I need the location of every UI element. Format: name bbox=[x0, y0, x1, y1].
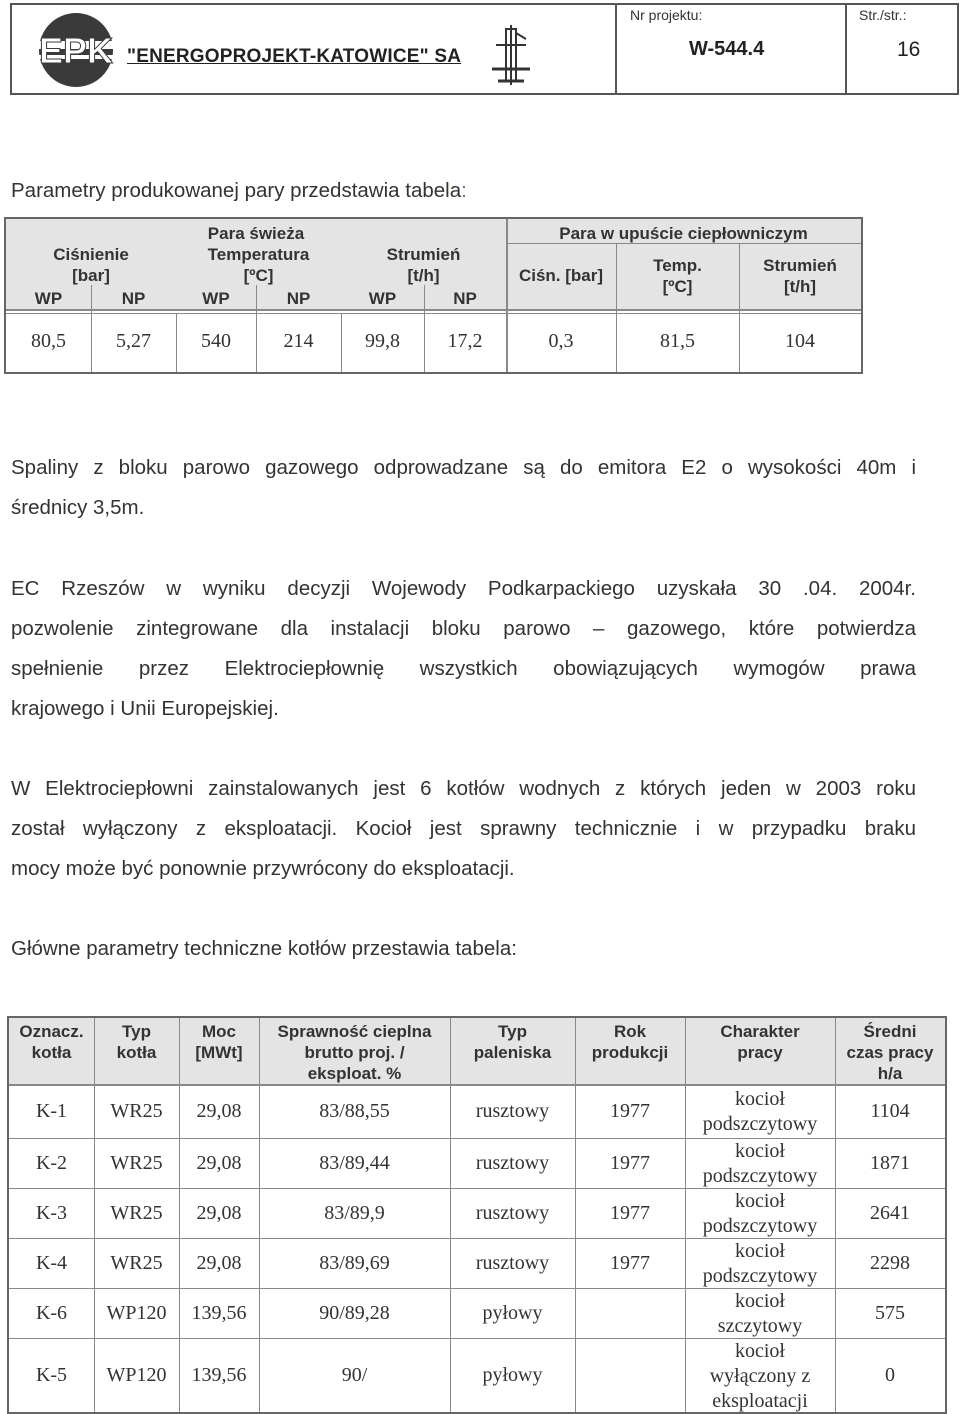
extraction-steam-group-header: Para w upuście ciepłowniczym bbox=[559, 224, 808, 243]
header-power bbox=[179, 1021, 259, 1063]
header-year-line: Rok bbox=[613, 1022, 647, 1041]
cell-eff: 83/88,55 bbox=[319, 1100, 390, 1122]
exhaust-line-1: Spaliny z bloku parowo gazowego odprowadzane są do emitora E2 o wysokości 40m i bbox=[11, 456, 916, 479]
header-efficiency bbox=[259, 1021, 450, 1084]
cell-id: K-3 bbox=[35, 1202, 68, 1224]
cell-power: 29,08 bbox=[196, 1100, 242, 1122]
header-furnace-line: Typ bbox=[498, 1022, 527, 1041]
fresh-steam-group-header: Para świeża bbox=[207, 224, 305, 243]
cell-power: 29,08 bbox=[196, 1152, 242, 1174]
cell-type: WR25 bbox=[110, 1152, 163, 1174]
cell-mode bbox=[685, 1339, 835, 1414]
cell-id: K-5 bbox=[35, 1364, 68, 1386]
exhaust-line-2: średnicy 3,5m. bbox=[11, 496, 145, 519]
cell-mode-line: eksploatacji bbox=[712, 1389, 808, 1412]
cell-id: K-4 bbox=[35, 1252, 68, 1274]
tower-icon bbox=[490, 25, 532, 85]
boilers-line-3: mocy może być ponownie przywrócony do eksploatacji. bbox=[11, 857, 515, 880]
value-temp-wp: 540 bbox=[201, 330, 231, 352]
header-efficiency-line: eksploat. % bbox=[307, 1064, 402, 1083]
header-hours-line: czas pracy bbox=[846, 1043, 934, 1062]
cell-hours: 1871 bbox=[870, 1152, 910, 1174]
header-boiler-id-line: kotła bbox=[31, 1043, 72, 1062]
header-efficiency-line: Sprawność cieplna bbox=[277, 1022, 432, 1041]
temperature-header-name: Temperatura bbox=[207, 245, 310, 264]
pressure-header-unit: [bar] bbox=[72, 266, 110, 285]
boilers-line-2: został wyłączony z eksploatacji. Kocioł jest sprawny technicznie i w przypadku braku bbox=[11, 817, 916, 840]
steam-parameters-table bbox=[4, 217, 863, 374]
cell-year: 1977 bbox=[610, 1252, 650, 1274]
header-power-line: Moc bbox=[202, 1022, 236, 1041]
boiler-table-intro: Główne parametry techniczne kotłów przestawia tabela: bbox=[11, 937, 517, 960]
permit-line-2: pozwolenie zintegrowane dla instalacji bloku parowo – gazowego, które potwierdza bbox=[11, 617, 916, 640]
flow-header-unit: [t/h] bbox=[407, 266, 440, 285]
cell-mode-line: szczytowy bbox=[717, 1315, 803, 1337]
cell-power: 29,08 bbox=[196, 1202, 242, 1224]
header-mode-line: pracy bbox=[737, 1043, 783, 1062]
cell-hours: 2298 bbox=[870, 1252, 910, 1274]
project-number-box bbox=[615, 5, 847, 93]
header-efficiency-line: brutto proj. / bbox=[304, 1043, 405, 1062]
pressure-header bbox=[6, 244, 176, 286]
cell-year: 1977 bbox=[610, 1202, 650, 1224]
cell-type: WP120 bbox=[106, 1302, 167, 1324]
header-boiler-id bbox=[9, 1021, 94, 1063]
sub-header-np: NP bbox=[286, 289, 311, 308]
value-ext-temp: 81,5 bbox=[660, 330, 695, 352]
sub-header-np: NP bbox=[121, 289, 146, 308]
cell-mode bbox=[685, 1239, 835, 1289]
cell-hours: 0 bbox=[885, 1364, 895, 1386]
cell-mode bbox=[685, 1087, 835, 1137]
header-furnace-line: paleniska bbox=[473, 1043, 552, 1062]
header-year bbox=[575, 1021, 685, 1063]
header-year-line: produkcji bbox=[591, 1043, 669, 1062]
cell-mode bbox=[685, 1289, 835, 1339]
cell-power: 139,56 bbox=[191, 1302, 247, 1324]
cell-type: WP120 bbox=[106, 1364, 167, 1386]
cell-mode-line: kocioł bbox=[735, 1339, 785, 1362]
cell-hours: 2641 bbox=[870, 1202, 910, 1224]
cell-year: 1977 bbox=[610, 1100, 650, 1122]
cell-mode-line: podszczytowy bbox=[702, 1215, 818, 1237]
value-flow-np: 17,2 bbox=[447, 330, 483, 352]
flow-header bbox=[341, 244, 506, 286]
header-hours bbox=[835, 1021, 945, 1084]
extraction-temp-name: Temp. bbox=[653, 256, 702, 275]
value-temp-np: 214 bbox=[283, 330, 314, 352]
header-boiler-type-line: Typ bbox=[122, 1022, 151, 1041]
logo-area bbox=[12, 5, 482, 93]
cell-mode-line: kocioł bbox=[735, 1140, 785, 1162]
steam-table-intro bbox=[11, 171, 916, 211]
permit-line-1: EC Rzeszów w wyniku decyzji Wojewody Podkarpackiego uzyskała 30 .04. 2004r. bbox=[11, 577, 916, 600]
value-ext-pressure: 0,3 bbox=[548, 330, 574, 352]
company-name: "ENERGOPROJEKT-KATOWICE" SA bbox=[127, 46, 462, 67]
cell-mode bbox=[685, 1189, 835, 1239]
cell-mode-line: kocioł bbox=[735, 1190, 785, 1212]
cell-type: WR25 bbox=[110, 1100, 163, 1122]
cell-furnace: rusztowy bbox=[475, 1100, 550, 1122]
cell-power: 139,56 bbox=[191, 1364, 247, 1386]
epk-logo-icon bbox=[30, 11, 122, 89]
cell-mode bbox=[685, 1139, 835, 1189]
value-flow-wp: 99,8 bbox=[365, 330, 400, 352]
steam-intro-text: Parametry produkowanej pary przedstawia tabela bbox=[11, 179, 462, 202]
permit-line-4: krajowego i Unii Europejskiej. bbox=[11, 697, 279, 720]
value-pressure-wp: 80,5 bbox=[31, 330, 66, 352]
cell-furnace: rusztowy bbox=[475, 1252, 550, 1274]
header-mode bbox=[685, 1021, 835, 1063]
cell-eff: 90/89,28 bbox=[319, 1302, 390, 1324]
value-ext-flow: 104 bbox=[785, 330, 815, 352]
value-pressure-np: 5,27 bbox=[116, 330, 151, 352]
extraction-temp-header bbox=[616, 255, 739, 297]
extraction-flow-unit: [t/h] bbox=[783, 277, 817, 296]
cell-furnace: rusztowy bbox=[475, 1152, 550, 1174]
pressure-header-name: Ciśnienie bbox=[53, 245, 129, 264]
logo-text: EPK bbox=[38, 30, 114, 71]
cell-mode-line: kocioł bbox=[735, 1088, 785, 1110]
cell-year: 1977 bbox=[610, 1152, 650, 1174]
page-label: Str./str.: bbox=[859, 7, 907, 23]
header-mode-line: Charakter bbox=[720, 1022, 800, 1041]
temperature-header bbox=[176, 244, 341, 286]
cell-mode-line: podszczytowy bbox=[702, 1165, 818, 1187]
header-boiler-id-line: Oznacz. bbox=[19, 1022, 84, 1041]
project-label: Nr projektu: bbox=[630, 7, 703, 23]
header-hours-line: h/a bbox=[877, 1064, 903, 1083]
extraction-flow-name: Strumień bbox=[763, 256, 837, 275]
cell-furnace: rusztowy bbox=[475, 1202, 550, 1224]
cell-type: WR25 bbox=[110, 1202, 163, 1224]
boiler-parameters-table bbox=[7, 1016, 947, 1414]
flow-header-name: Strumień bbox=[386, 245, 461, 264]
page-number-box bbox=[845, 5, 959, 93]
extraction-temp-unit: [ºC] bbox=[662, 277, 693, 296]
cell-mode-line: podszczytowy bbox=[702, 1113, 818, 1135]
extraction-flow-header bbox=[739, 255, 861, 297]
header-hours-line: Średni bbox=[863, 1022, 917, 1041]
cell-power: 29,08 bbox=[196, 1252, 242, 1274]
cell-mode-line: podszczytowy bbox=[702, 1265, 818, 1287]
header-boiler-type bbox=[94, 1021, 179, 1063]
cell-mode-line: kocioł bbox=[735, 1240, 785, 1262]
cell-hours: 575 bbox=[875, 1302, 905, 1324]
project-number: W-544.4 bbox=[689, 38, 765, 60]
extraction-pressure-header: Ciśn. [bar] bbox=[518, 266, 604, 285]
cell-eff: 83/89,44 bbox=[319, 1152, 390, 1174]
steam-intro-colon: : bbox=[461, 179, 467, 202]
header-power-line: [MWt] bbox=[195, 1043, 243, 1062]
sub-header-wp: WP bbox=[368, 289, 397, 308]
permit-line-3: spełnienie przez Elektrociepłownię wszystkich obowiązujących wymogów prawa bbox=[11, 657, 916, 680]
cell-mode-line: kocioł bbox=[735, 1290, 785, 1312]
cell-mode-line: wyłączony z bbox=[709, 1364, 811, 1387]
cell-id: K-1 bbox=[35, 1100, 68, 1122]
cell-id: K-2 bbox=[35, 1152, 68, 1174]
cell-furnace: pyłowy bbox=[482, 1302, 543, 1324]
boilers-line-1: W Elektrociepłowni zainstalowanych jest 6 kotłów wodnych z których jeden w 2003 roku bbox=[11, 777, 916, 800]
cell-hours: 1104 bbox=[870, 1100, 910, 1122]
cell-id: K-6 bbox=[35, 1302, 68, 1324]
sub-header-np: NP bbox=[453, 289, 477, 308]
cell-eff: 90/ bbox=[341, 1364, 368, 1386]
cell-eff: 83/89,69 bbox=[319, 1252, 390, 1274]
temperature-header-unit: [ºC] bbox=[243, 266, 274, 285]
cell-type: WR25 bbox=[110, 1252, 163, 1274]
page-number: 16 bbox=[897, 38, 921, 61]
header-boiler-type-line: kotła bbox=[116, 1043, 157, 1062]
cell-furnace: pyłowy bbox=[482, 1364, 543, 1386]
document-header bbox=[10, 3, 959, 95]
sub-header-wp: WP bbox=[202, 289, 230, 308]
sub-header-wp: WP bbox=[34, 289, 63, 308]
header-furnace bbox=[450, 1021, 575, 1063]
cell-eff: 83/89,9 bbox=[324, 1202, 385, 1224]
